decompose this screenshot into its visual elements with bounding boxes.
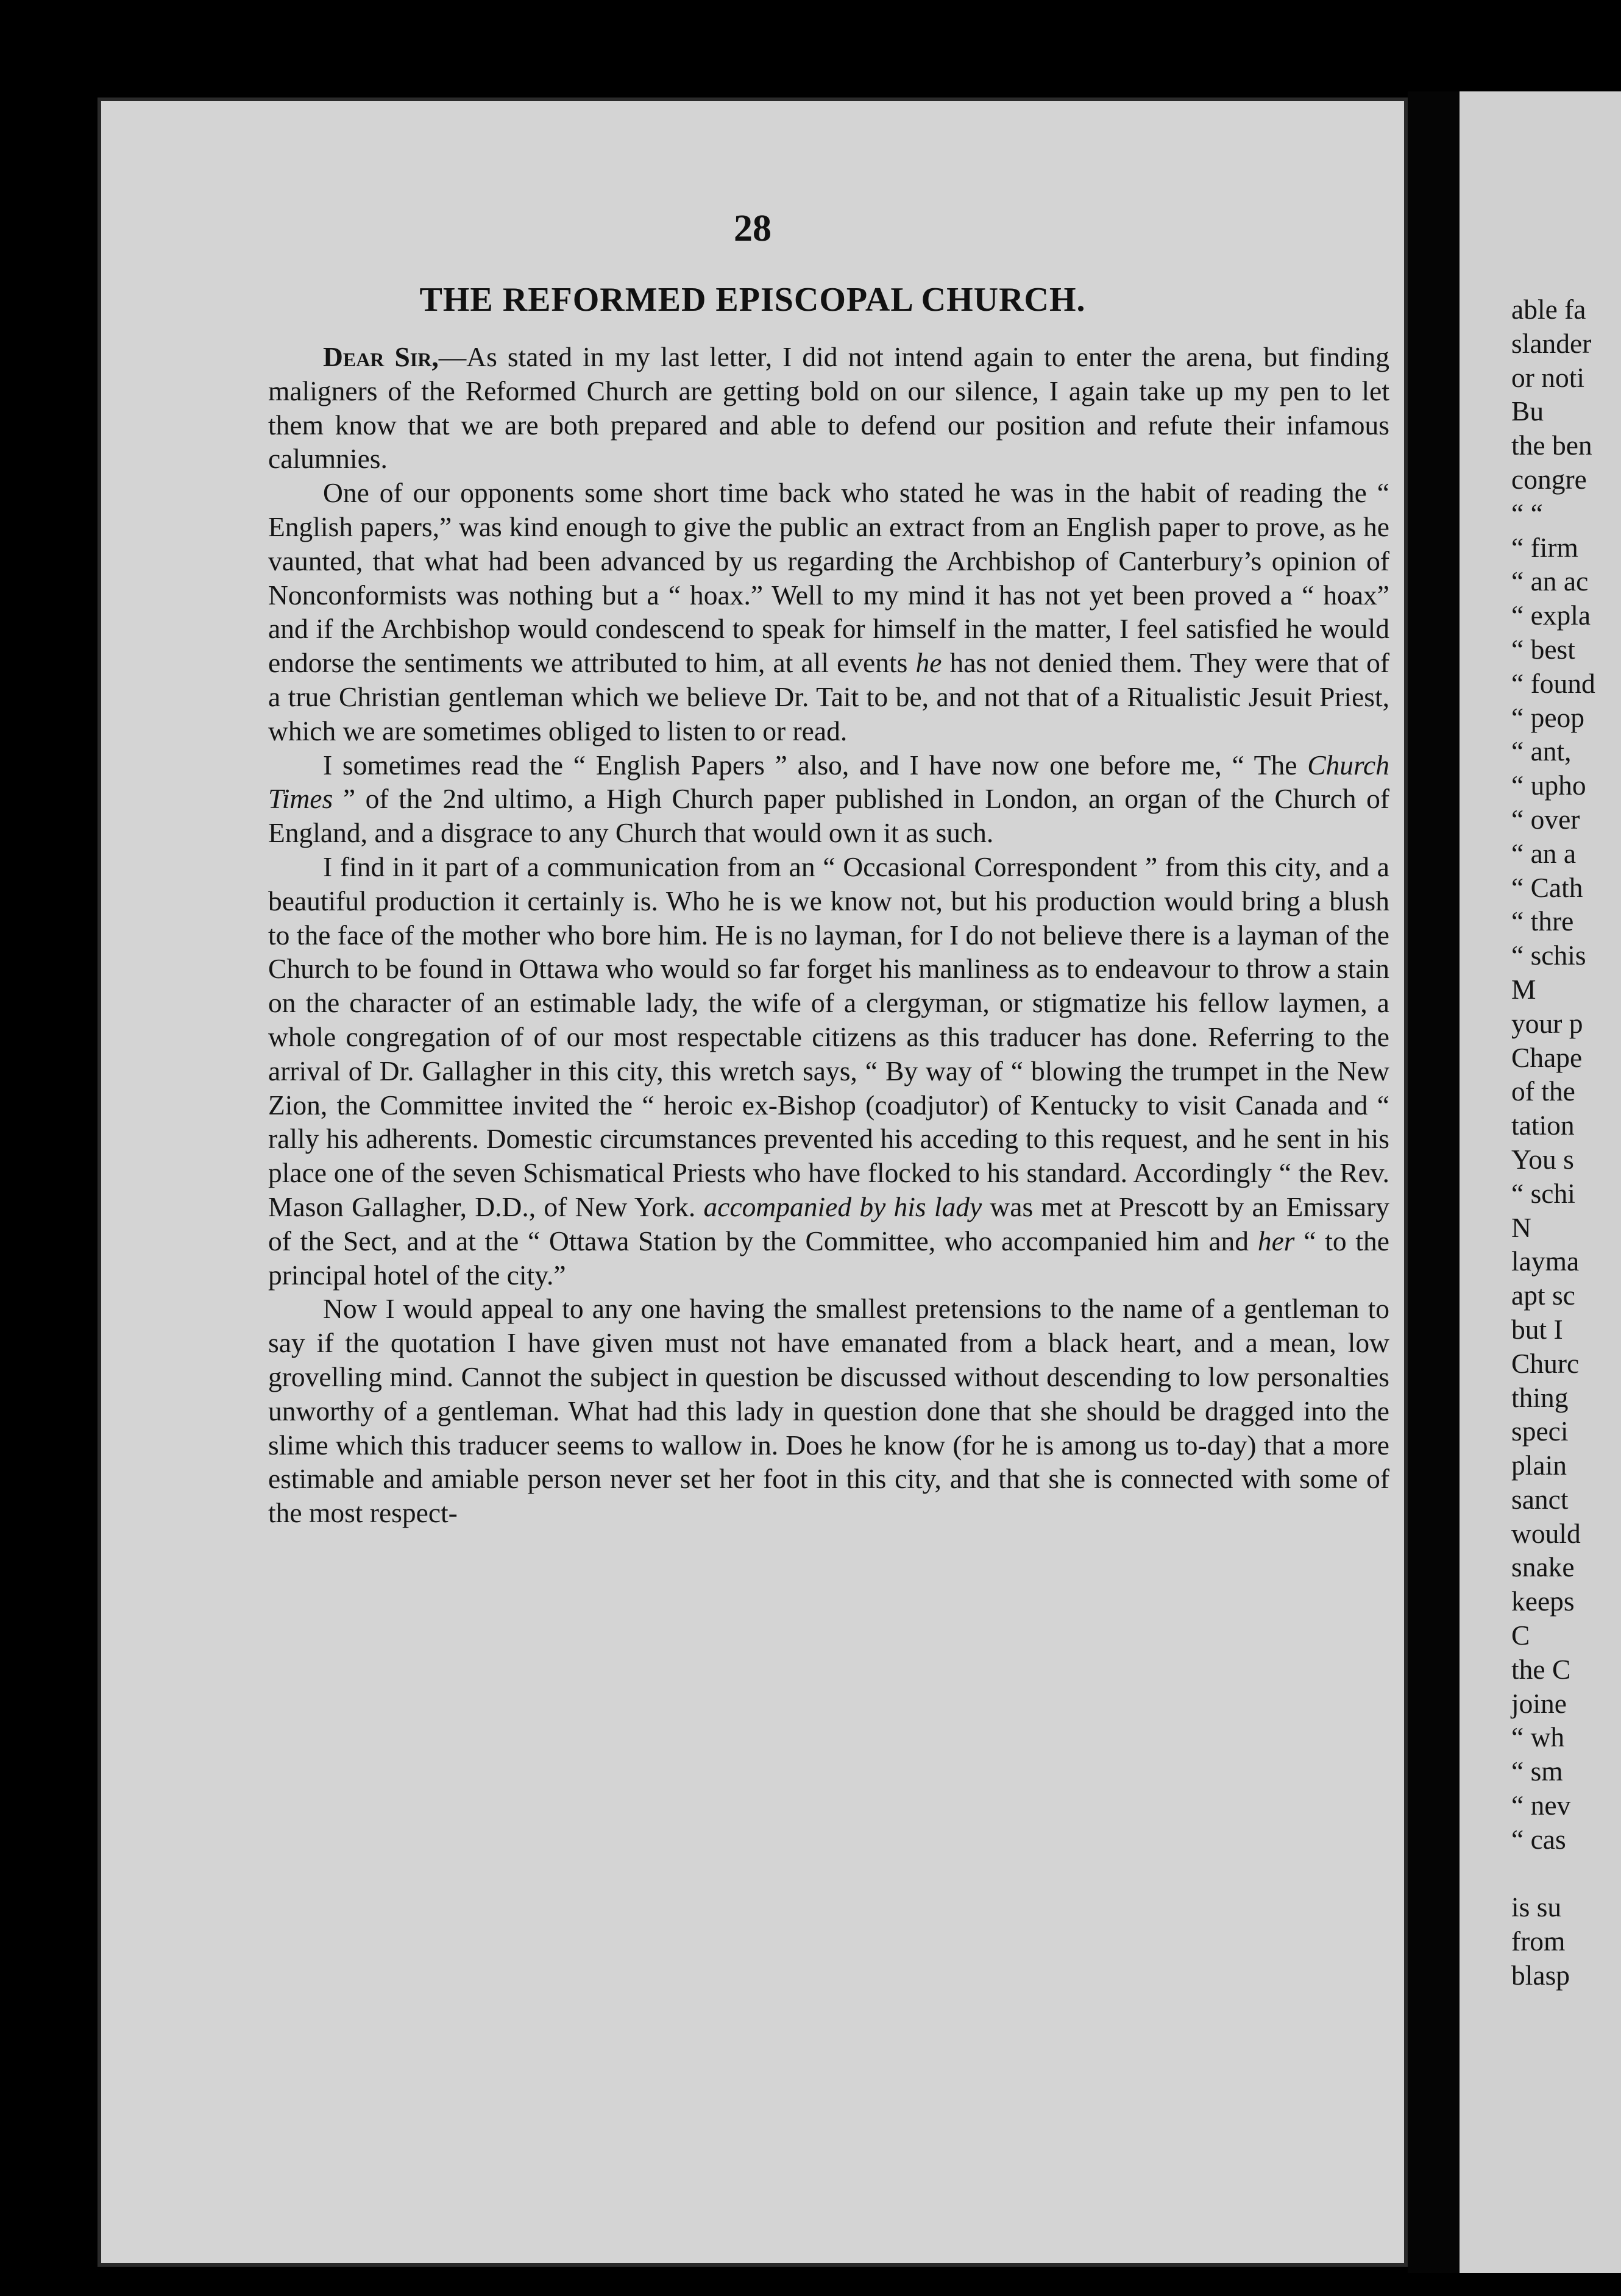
right-page-line: would — [1511, 1517, 1581, 1549]
right-page-line: Churc — [1511, 1347, 1580, 1379]
right-page-line: able fa — [1511, 294, 1586, 325]
right-page-line: “ an ac — [1511, 565, 1589, 597]
article-body — [268, 340, 1389, 1530]
right-page-line: tation — [1511, 1110, 1575, 1141]
italic-text: he — [915, 647, 942, 679]
page-number: 28 — [734, 208, 771, 249]
right-page-line: “ over — [1511, 803, 1580, 835]
right-page-line: You s — [1511, 1143, 1574, 1175]
italic-text: accompanied by his lady — [703, 1191, 982, 1222]
italic-text: her — [1257, 1225, 1295, 1256]
right-page-line: “ an a — [1511, 837, 1577, 869]
right-page-line: apt sc — [1511, 1280, 1575, 1311]
right-page-line: Chape — [1511, 1041, 1583, 1073]
salutation: Dear Sir, — [323, 341, 439, 372]
right-page-line: of the — [1511, 1075, 1575, 1107]
paragraph-text: I sometimes read the “ English Papers ” also, and I have now one before me, “ The — [323, 749, 1308, 781]
right-page-column — [1511, 292, 1621, 1993]
right-page-line: congre — [1511, 463, 1587, 495]
article-title: THE REFORMED EPISCOPAL CHURCH. — [419, 281, 1086, 319]
page-gutter — [1408, 91, 1460, 2273]
right-page-line: “ nev — [1511, 1790, 1571, 1821]
right-page-line: is su — [1511, 1891, 1562, 1923]
right-page-line: “ found — [1511, 667, 1595, 699]
right-page-line: “ sm — [1511, 1756, 1563, 1787]
right-page — [1460, 91, 1621, 2273]
right-page-line: sanct — [1511, 1483, 1569, 1515]
paragraph-5 — [268, 1292, 1389, 1530]
right-page-line: C — [1511, 1620, 1530, 1651]
right-page-line: snake — [1511, 1551, 1575, 1583]
right-page-line: the C — [1511, 1653, 1571, 1685]
right-page-line: “ upho — [1511, 770, 1586, 801]
right-page-line: your p — [1511, 1007, 1583, 1039]
right-page-line: “ wh — [1511, 1721, 1565, 1753]
right-page-line: blasp — [1511, 1960, 1570, 1991]
right-page-line: “ ant, — [1511, 735, 1572, 767]
paragraph-3 — [268, 748, 1389, 850]
right-page-line: joine — [1511, 1687, 1567, 1719]
italic-text: Church Times — [268, 749, 1389, 815]
paragraph-text: “ to the principal hotel of the city.” — [268, 1225, 1389, 1291]
right-page-line: layma — [1511, 1245, 1580, 1277]
paragraph-4 — [268, 850, 1389, 1292]
paragraph-text: —As stated in my last letter, I did not intend again to enter the arena, but finding maligners of the Reformed Church are getting bold on our silence, I again take up my pen to let them know that we are both prepared and able to defend our position and refute their infamous calumnies. — [268, 341, 1389, 475]
right-page-line — [1511, 1857, 1621, 1891]
paragraph-text: I find in it part of a communication from an “ Occasional Correspondent ” from this city, and a beautiful production it certainly is. Who he is we know not, but his production would bring a blush to the face of the mother who bore him. He is no layman, for I do not believe there is a layman of the Church to be found in Ottawa who would so far forget his manliness as to endeavour to throw a stain on the character of an estimable lady, the wife of a clergyman, or stigmatize his fellow laymen, a whole congregation of of our most respectable citizens as this traducer has done. Referring to the arrival of Dr. Gallagher in this city, this wretch says, “ By way of “ blowing the trumpet in the New Zion, the Committee invited the “ heroic ex-Bishop (coadjutor) of Kentucky to visit Canada and “ rally his adherents. Domestic circumstances prevented his acceding to this request, and he sent in his place one of the seven Schismatical Priests who have flocked to his standard. Accordingly “ the Rev. Mason Gallagher, D.D., of New York. — [268, 851, 1389, 1222]
right-page-line: N — [1511, 1211, 1531, 1243]
right-page-line: M — [1511, 973, 1536, 1005]
right-page-line: “ thre — [1511, 905, 1574, 937]
right-page-line: but I — [1511, 1313, 1563, 1345]
right-page-line: “ Cath — [1511, 871, 1583, 903]
right-page-line: “ cas — [1511, 1823, 1566, 1855]
right-page-line: “ firm — [1511, 531, 1578, 563]
right-page-line: “ schis — [1511, 940, 1586, 971]
right-page-line: “ peop — [1511, 701, 1585, 733]
right-page-line: slander — [1511, 327, 1592, 359]
right-page-line: “ expla — [1511, 600, 1591, 631]
paragraph-text: has not denied them. They were that of a true Christian gentleman which we believe Dr. Tait to be, and not that of a Ritualistic Jesuit Priest, which we are sometimes obliged to listen to or read. — [268, 647, 1390, 746]
paragraph-1 — [268, 340, 1389, 476]
right-page-line: “ schi — [1511, 1177, 1575, 1209]
paragraph-text: One of our opponents some short time back who stated he was in the habit of reading the “ English papers,” was kind enough to give the public an extract from an English paper to prove, as he vaunted, that what had been advanced by us regarding the Archbishop of Canterbury’s opinion of Nonconformists was nothing but a “ hoax.” Well to my mind it has not yet been proved a “ hoax” and if the Archbishop would condescend to speak for himself in the matter, I feel satisfied he would endorse the sentiments we attributed to him, at all events — [268, 477, 1389, 679]
right-page-line: the ben — [1511, 430, 1592, 461]
paragraph-text: was met at Prescott by an Emissary of the Sect, and at the “ Ottawa Station by the Committee, who accompanied him and — [268, 1191, 1389, 1256]
right-page-line: “ “ — [1511, 497, 1543, 529]
right-page-line: or noti — [1511, 361, 1585, 393]
right-page-line: from — [1511, 1926, 1566, 1957]
left-page — [98, 97, 1408, 2267]
right-page-line: keeps — [1511, 1586, 1575, 1617]
right-page-line: plain — [1511, 1450, 1567, 1481]
right-page-line: speci — [1511, 1416, 1569, 1447]
paragraph-text: ” of the 2nd ultimo, a High Church paper published in London, an organ of the Church of England, and a disgrace to any Church that would own it as such. — [268, 783, 1389, 849]
right-page-line: Bu — [1511, 395, 1544, 427]
right-page-line: “ best — [1511, 633, 1575, 665]
right-page-line: thing — [1511, 1381, 1569, 1413]
paragraph-text: Now I would appeal to any one having the smallest pretensions to the name of a gentleman to say if the quotation I have given must not have emanated from a black heart, and a mean, low grovelling mind. Cannot the subject in question be discussed without descending to low personalties unworthy of a gentleman. What had this lady in question done that she should be dragged into the slime which this traducer seems to wallow in. Does he know (for he is among us to-day) that a more estimable and amiable person never set her foot in this city, and that she is connected with some of the most respect- — [268, 1293, 1389, 1529]
paragraph-2 — [268, 476, 1389, 748]
